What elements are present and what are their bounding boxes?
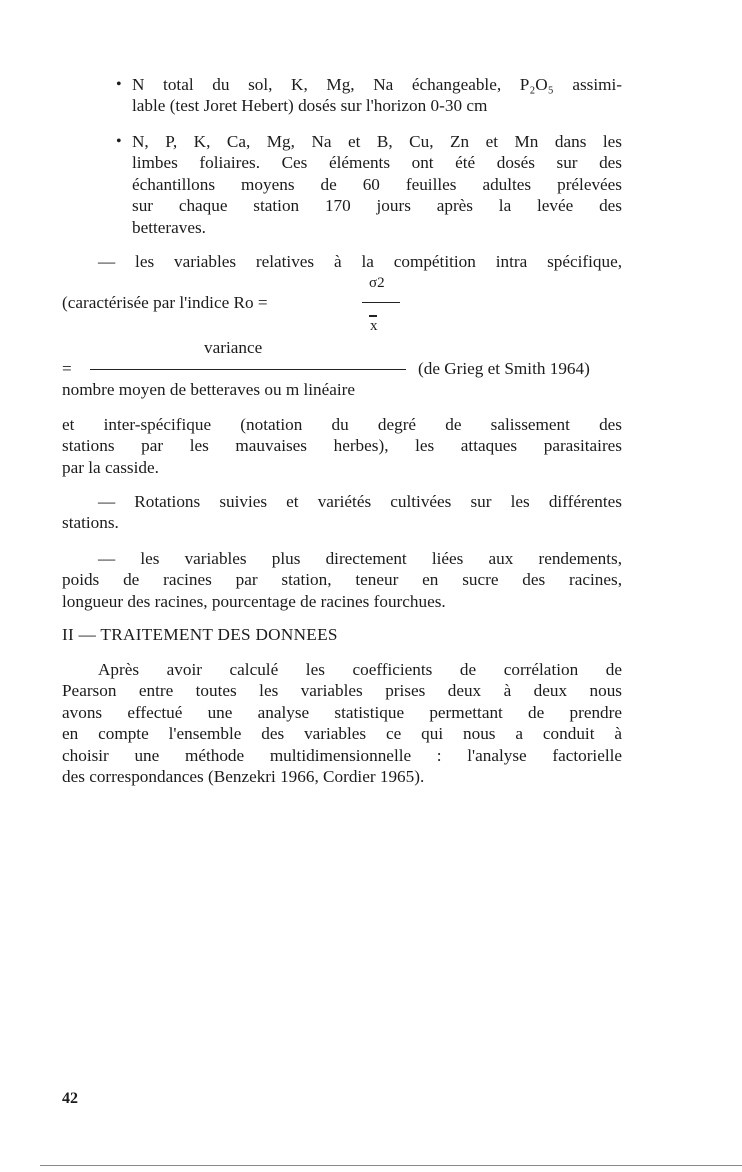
bullet-leaf-analysis [116,131,622,238]
text-line: en compte l'ensemble des variables ce qui nous a conduit à [62,724,622,744]
text-line: stations. [62,513,119,533]
text-line: longueur des racines, pourcentage de racines fourchues. [62,591,446,611]
text-line: avons effectué une analyse statistique permettant de prendre [62,702,622,722]
paragraph-inter-specific [62,414,622,478]
text-line: poids de racines par station, teneur en sucre des racines, [62,570,622,590]
bottom-edge-rule [40,1165,742,1166]
paragraph-traitement [62,659,622,787]
paragraph-rotations [62,491,622,534]
text-line: lable (test Joret Hebert) dosés sur l'horizon 0-30 cm [132,96,488,116]
paragraph-competition [62,251,622,272]
text-line: betteraves. [132,217,206,237]
fraction-bar [362,302,400,303]
formula-sigma: σ2 [369,275,385,291]
text-line: limbes foliaires. Ces éléments ont été dosés sur des [132,153,622,173]
text-line: et inter-spécifique (notation du degré de salissement des [62,415,622,434]
formula-variance: variance [204,338,263,357]
text-line: choisir une méthode multidimensionnelle : l'analyse factorielle [62,745,622,765]
bullet-dot-icon: • [116,76,122,93]
text-line: Après avoir calculé les coefficients de corrélation de [98,660,622,679]
page-number: 42 [62,1090,78,1107]
text-line: Pearson entre toutes les variables prises deux à deux nous [62,681,622,701]
text-line: — les variables plus directement liées aux rendements, [98,549,622,568]
text-line: sur chaque station 170 jours après la levée des [132,196,622,216]
paragraph-yield-variables [62,548,622,612]
bullet-soil-analysis [116,74,622,117]
text-line: par la casside. [62,457,159,477]
text-line: stations par les mauvaises herbes), les attaques parasitaires [62,436,622,456]
bullet-dot-icon: • [116,133,122,150]
formula-equals: = [62,359,72,378]
formula-intro: (caractérisée par l'indice Ro = [62,293,268,312]
section-heading: II — TRAITEMENT DES DONNEES [62,625,338,644]
text-line: — les variables relatives à la compétition intra spécifique, [98,252,622,271]
text-line: des correspondances (Benzekri 1966, Cordier 1965). [62,767,425,787]
text-line: — Rotations suivies et variétés cultivées sur les différentes [98,492,622,511]
formula-long-bar [90,369,406,370]
formula-xbar: x [370,318,378,334]
text-line: N, P, K, Ca, Mg, Na et B, Cu, Zn et Mn dans les [132,132,622,151]
text-line: échantillons moyens de 60 feuilles adultes prélevées [132,174,622,194]
text-line: N total du sol, K, Mg, Na échangeable, P₂O₅ assimi- [132,75,622,94]
formula-citation: (de Grieg et Smith 1964) [418,359,590,378]
formula-denominator: nombre moyen de betteraves ou m linéaire [62,380,356,399]
